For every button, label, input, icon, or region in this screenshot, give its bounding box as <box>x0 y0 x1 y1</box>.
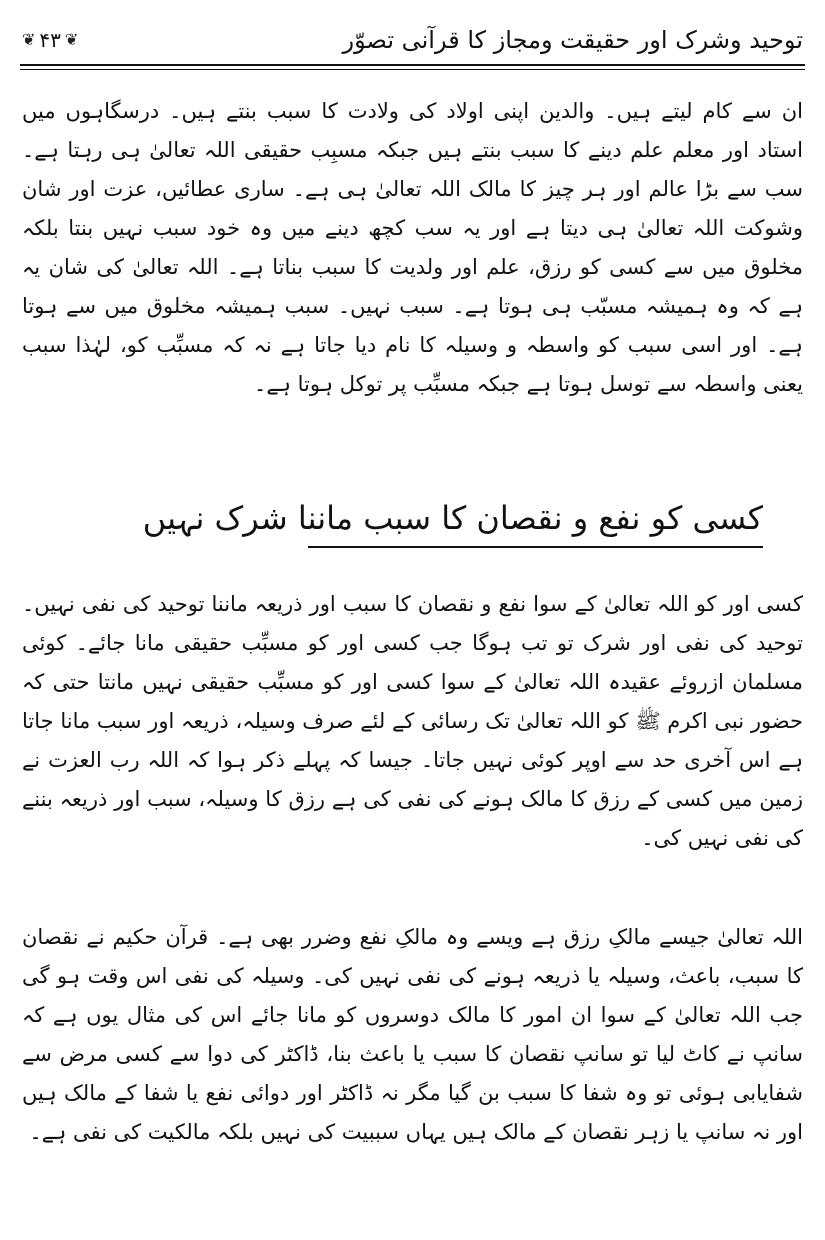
section-heading: کسی کو نفع و نقصان کا سبب ماننا شرک نہیں <box>142 499 763 537</box>
header-divider <box>20 64 805 66</box>
paragraph-3: اللہ تعالیٰ جیسے مالکِ رزق ہے ویسے وہ مالکِ نفع وضرر بھی ہے۔ قرآن حکیم نے نقصان کا سبب، باعث، وسیلہ یا ذریعہ ہونے کی نفی نہیں کی۔ وسیلہ کی نفی اس وقت ہو گی جب اللہ تعالیٰ کے سوا ان امور کا مالک دوسروں کو مانا جائے اس کی مثال یوں ہے کہ سانپ نے کاٹ لیا تو سانپ نقصان کا سبب یا باعث بنا، ڈاکٹر کی دوا سے کسی مرض سے شفایابی ہوئی تو وہ شفا کا سبب بن گیا مگر نہ ڈاکٹر اور دوائی نفع یا شفا کے مالک ہیں اور نہ سانپ یا زہر نقصان کے مالک ہیں یہاں سببیت کی نہیں بلکہ مالکیت کی نفی ہے۔ <box>22 925 803 1144</box>
page-number-box <box>22 26 78 54</box>
ornament-right-icon: ❦ <box>64 30 79 49</box>
page-number: ۴۳ <box>39 28 61 52</box>
ornament-left-icon: ❦ <box>22 30 36 49</box>
page-header <box>22 14 803 66</box>
section-heading-underline <box>308 546 763 548</box>
paragraph-2: کسی اور کو اللہ تعالیٰ کے سوا نفع و نقصان کا سبب اور ذریعہ ماننا توحید کی نفی نہیں۔ توحید کی نفی اور شرک تو تب ہوگا جب کسی اور کو مسبِّب حقیقی مانا جائے۔ کوئی مسلمان ازروئے عقیدہ اللہ تعالیٰ کے سوا کسی اور کو مسبِّب حقیقی نہیں مانتا حتی کہ حضور نبی اکرم ﷺ کو اللہ تعالیٰ تک رسائی کے لئے صرف وسیلہ، ذریعہ اور سبب مانا جاتا ہے اس آخری حد سے اوپر کوئی نہیں جاتا۔ جیسا کہ پہلے ذکر ہوا کہ اللہ رب العزت نے زمین میں کسی کے رزق کا مالک ہونے کی نفی کی ہے رزق کا وسیلہ، سبب اور ذریعہ بننے کی نفی نہیں کی۔ <box>22 592 803 850</box>
header-divider-thin <box>20 69 805 70</box>
paragraph-1: ان سے کام لیتے ہیں۔ والدین اپنی اولاد کی ولادت کا سبب بنتے ہیں۔ درسگاہوں میں استاد اور معلم علم دینے کا سبب بنتے ہیں جبکہ مسبِب حقیقی اللہ تعالیٰ ہی رہتا ہے۔ سب سے بڑا عالم اور ہر چیز کا مالک اللہ تعالیٰ ہی ہے۔ ساری عطائیں، عزت اور شان وشوکت اللہ تعالیٰ ہی دیتا ہے اور یہ سب کچھ دینے میں وہ خود سبب نہیں بنتا بلکہ مخلوق میں سے کسی کو رزق، علم اور ولدیت کا سبب بناتا ہے۔ اللہ تعالیٰ کی شان یہ ہے کہ وہ ہمیشہ مسبّب ہی ہوتا ہے۔ سبب نہیں۔ سبب ہمیشہ مخلوق میں سے ہوتا ہے۔ اور اسی سبب کو واسطہ و وسیلہ کا نام دیا جاتا ہے نہ کہ مسبِّب کو، لہٰذا سبب یعنی واسطہ سے توسل ہوتا ہے جبکہ مسبِّب پر توکل ہوتا ہے۔ <box>22 99 803 396</box>
running-title: توحید وشرک اور حقیقت ومجاز کا قرآنی تصوّر <box>342 26 803 54</box>
